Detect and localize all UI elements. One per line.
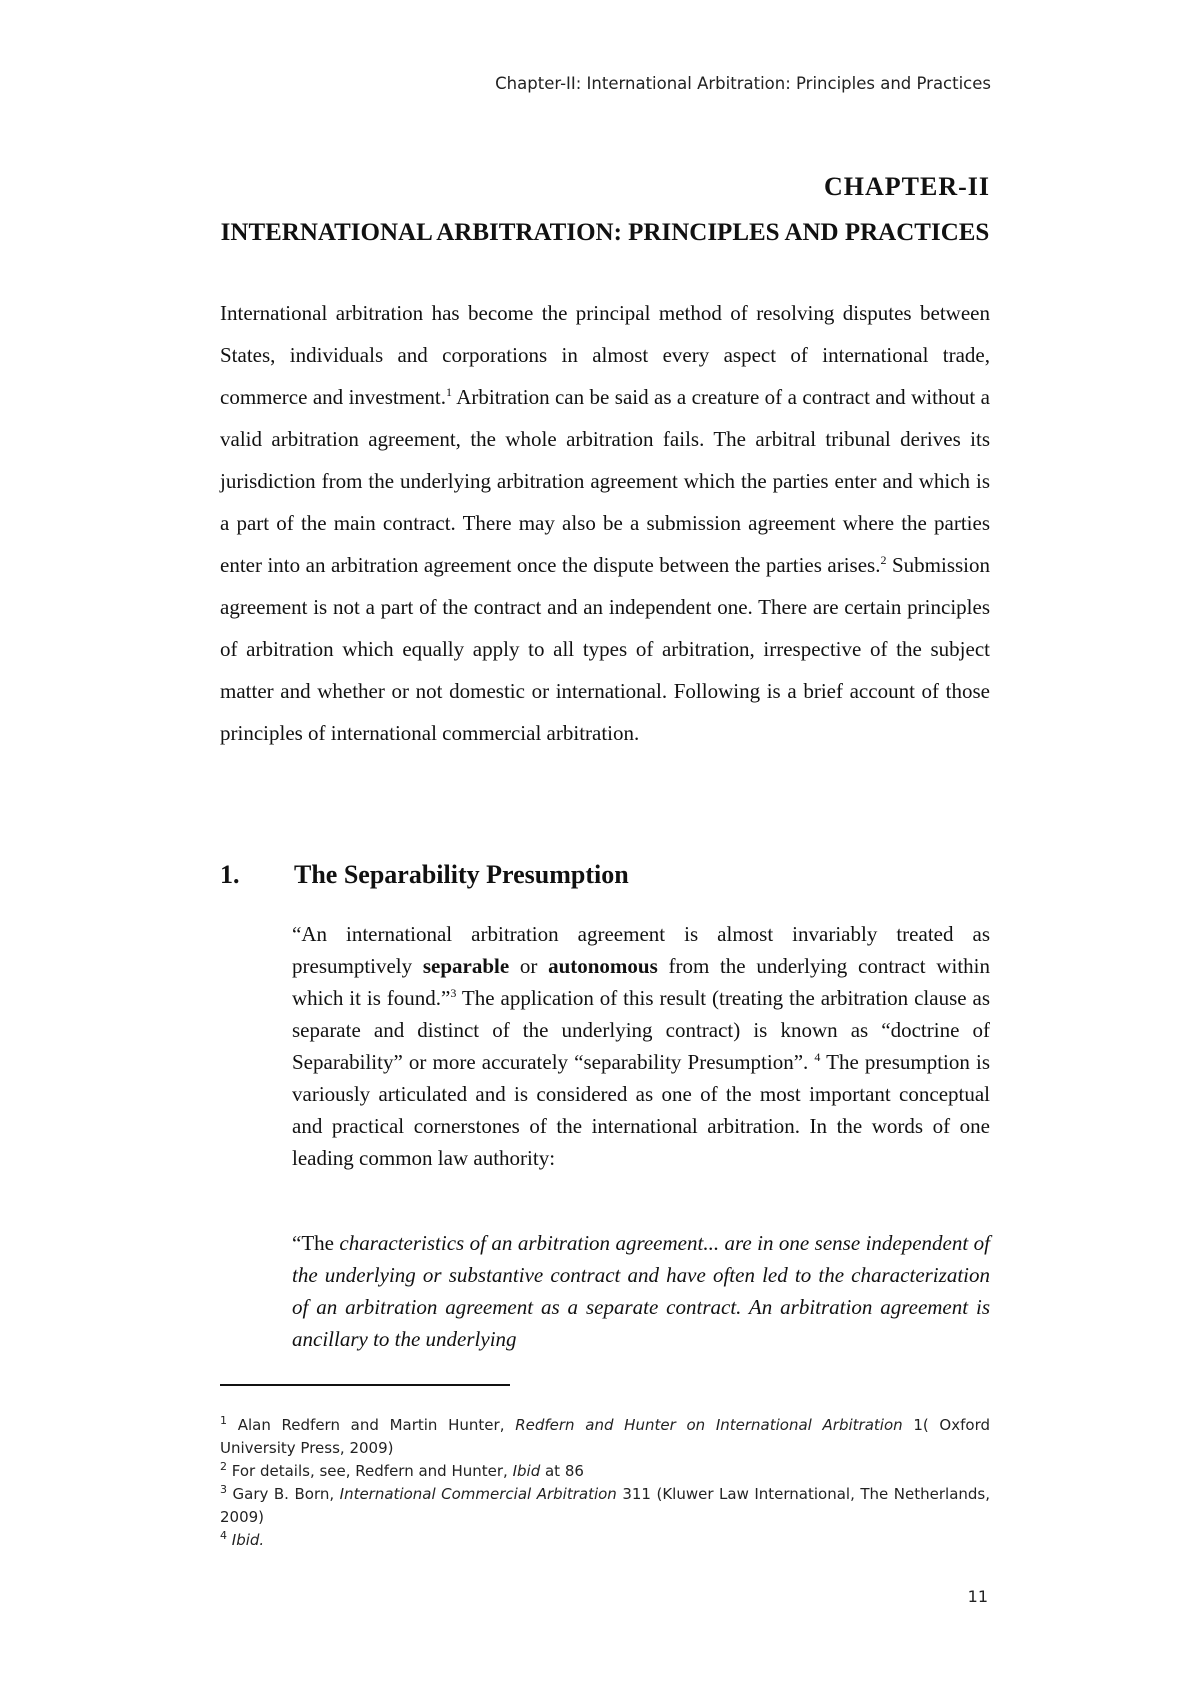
bold-separable: separable [422, 954, 510, 978]
italic-quote-text: characteristics of an arbitration agreement... are in one sense independent of the underlying or substantive contract and have often led to the characterization of an arbitration agreement as a separate contract. An arbitration agreement is ancillary to the underlying [292, 1231, 990, 1351]
footnote-italic: Ibid. [231, 1531, 265, 1549]
footnote-text: at 86 [540, 1462, 584, 1480]
chapter-label: CHAPTER-II [823, 172, 990, 201]
footnote-italic: Ibid [512, 1462, 541, 1480]
quote-text-2: from the underlying contract within which it is found.” [292, 954, 990, 1010]
footnote-text: Alan Redfern and Martin Hunter, [227, 1416, 516, 1434]
footnote-1 [220, 1414, 990, 1460]
footnote-ref-2: 2 [880, 553, 887, 567]
footnote-text: 311 (Kluwer Law International, The Netherlands, 2009) [220, 1485, 990, 1526]
intro-text-2: Arbitration can be said as a creature of a contract and without a valid arbitration agreement, the whole arbitration fails. The arbitral tribunal derives its jurisdiction from the underlying arbitration agreement which the parties enter and which is a part of the main contract. There may also be a submission agreement where the parties enter into an arbitration agreement once the dispute between the parties arises. [220, 385, 990, 577]
footnote-separator [220, 1384, 510, 1386]
section-title: The Separability Presumption [294, 860, 629, 889]
footnote-text: For details, see, Redfern and Hunter, [227, 1462, 513, 1480]
section-number: 1. [220, 860, 240, 889]
quote-text-4: The presumption is variously articulated and is considered as one of the most important conceptual and practical cornerstones of the international arbitration. In the words of one leading common law authority: [292, 1050, 991, 1170]
footnote-marker: 4 [220, 1529, 227, 1542]
footnote-italic: Redfern and Hunter on International Arbitration [515, 1416, 903, 1434]
page-number: 11 [967, 1587, 988, 1606]
chapter-title: INTERNATIONAL ARBITRATION: PRINCIPLES AND PRACTICES [220, 219, 990, 246]
separability-paragraph [292, 918, 990, 1174]
italic-quote-prefix: “The [292, 1231, 340, 1255]
footnote-2 [220, 1460, 990, 1483]
footnote-ref-4: 4 [814, 1050, 821, 1064]
bold-autonomous: autonomous [548, 954, 658, 978]
section-heading [220, 860, 629, 890]
running-header: Chapter-II: International Arbitration: Principles and Practices [495, 74, 991, 93]
footnote-text: 1( Oxford University Press, 2009) [220, 1416, 990, 1457]
or-text: or [509, 954, 549, 978]
footnote-4 [220, 1529, 990, 1552]
footnote-marker: 2 [220, 1460, 227, 1473]
italic-quotation [292, 1227, 990, 1355]
footnote-ref-1: 1 [446, 385, 452, 399]
footnote-3 [220, 1483, 990, 1529]
intro-text-1: International arbitration has become the principal method of resolving disputes between States, individuals and corporations in almost every aspect of international trade, commerce and investment. [220, 301, 990, 409]
footnote-ref-3: 3 [450, 986, 457, 1000]
footnotes [220, 1414, 990, 1552]
footnote-marker: 1 [220, 1414, 227, 1427]
quote-text-3: The application of this result (treating the arbitration clause as separate and distinct of the underlying contract) is known as “doctrine of Separability” or more accurately “separability Presumption”. [292, 986, 990, 1074]
footnote-italic: International Commercial Arbitration [339, 1485, 617, 1503]
intro-paragraph [220, 292, 990, 754]
footnote-marker: 3 [220, 1483, 227, 1496]
footnote-text: Gary B. Born, [227, 1485, 340, 1503]
quote-text-1: “An international arbitration agreement is almost invariably treated as presumptively [292, 922, 990, 978]
intro-text-3: Submission agreement is not a part of the contract and an independent one. There are certain principles of arbitration which equally apply to all types of arbitration, irrespective of the subject matter and whether or not domestic or international. Following is a brief account of those principles of international commercial arbitration. [220, 553, 990, 745]
